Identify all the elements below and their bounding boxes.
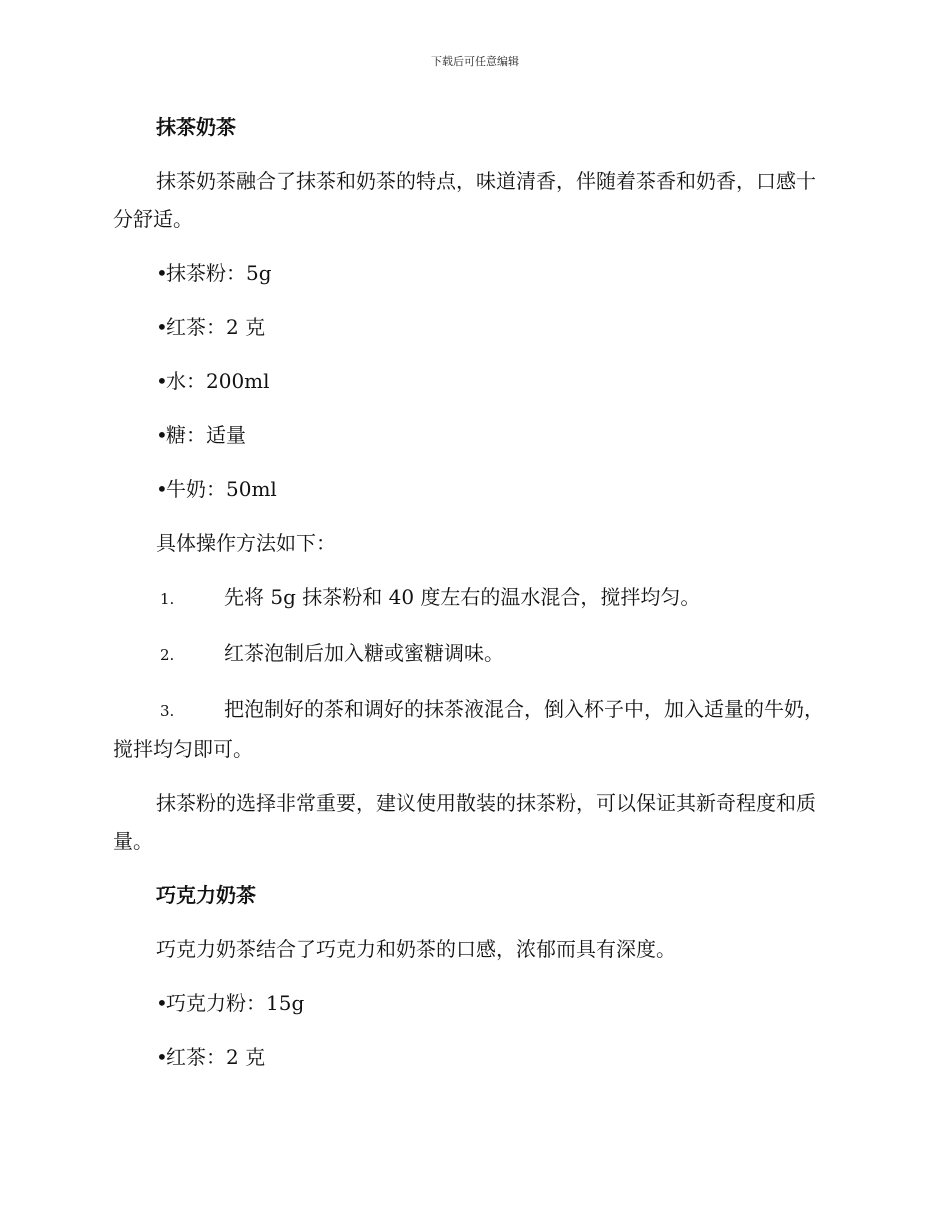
ingredient-item (113, 416, 833, 454)
ingredient-text: 牛奶：50ml (166, 477, 277, 501)
bullet-icon: • (156, 423, 168, 447)
method-title: 具体操作方法如下： (156, 531, 336, 555)
ingredient-item (113, 470, 833, 508)
section-intro-chocolate: 巧克力奶茶结合了巧克力和奶茶的口感，浓郁而具有深度。 (156, 937, 676, 961)
section-title-chocolate: 巧克力奶茶 (156, 883, 256, 907)
ingredient-text: 水：200ml (166, 369, 270, 393)
ingredient-item (113, 254, 833, 292)
document-body (113, 108, 833, 1092)
ingredient-text: 红茶：2 克 (166, 315, 266, 339)
step-number: 3. (160, 702, 175, 720)
step-text: 红茶泡制后加入糖或蜜糖调味。 (224, 641, 504, 665)
step-item (113, 634, 833, 674)
bullet-icon: • (156, 261, 168, 285)
step-text: 把泡制好的茶和调好的抹茶液混合，倒入杯子中，加入适量的牛奶，搅拌均匀即可。 (113, 697, 824, 761)
step-item (113, 578, 833, 618)
ingredient-text: 巧克力粉：15g (166, 991, 305, 1015)
ingredient-text: 红茶：2 克 (166, 1045, 266, 1069)
step-number: 1. (160, 590, 175, 608)
ingredient-item (113, 1038, 833, 1076)
ingredient-item (113, 984, 833, 1022)
bullet-icon: • (156, 369, 168, 393)
ingredient-text: 抹茶粉：5g (166, 261, 272, 285)
ingredient-text: 糖：适量 (166, 423, 246, 447)
bullet-icon: • (156, 991, 168, 1015)
bullet-icon: • (156, 477, 168, 501)
page-header-note: 下载后可任意编辑 (431, 55, 519, 68)
section-note-matcha: 抹茶粉的选择非常重要，建议使用散装的抹茶粉，可以保证其新奇程度和质量。 (113, 791, 816, 853)
step-number: 2. (160, 646, 175, 664)
step-item (113, 690, 833, 768)
ingredient-item (113, 362, 833, 400)
bullet-icon: • (156, 1045, 168, 1069)
step-text: 先将 5g 抹茶粉和 40 度左右的温水混合，搅拌均匀。 (224, 585, 701, 609)
section-title-matcha: 抹茶奶茶 (156, 115, 236, 139)
ingredient-item (113, 308, 833, 346)
section-intro-matcha: 抹茶奶茶融合了抹茶和奶茶的特点，味道清香，伴随着茶香和奶香，口感十分舒适。 (113, 169, 816, 231)
bullet-icon: • (156, 315, 168, 339)
